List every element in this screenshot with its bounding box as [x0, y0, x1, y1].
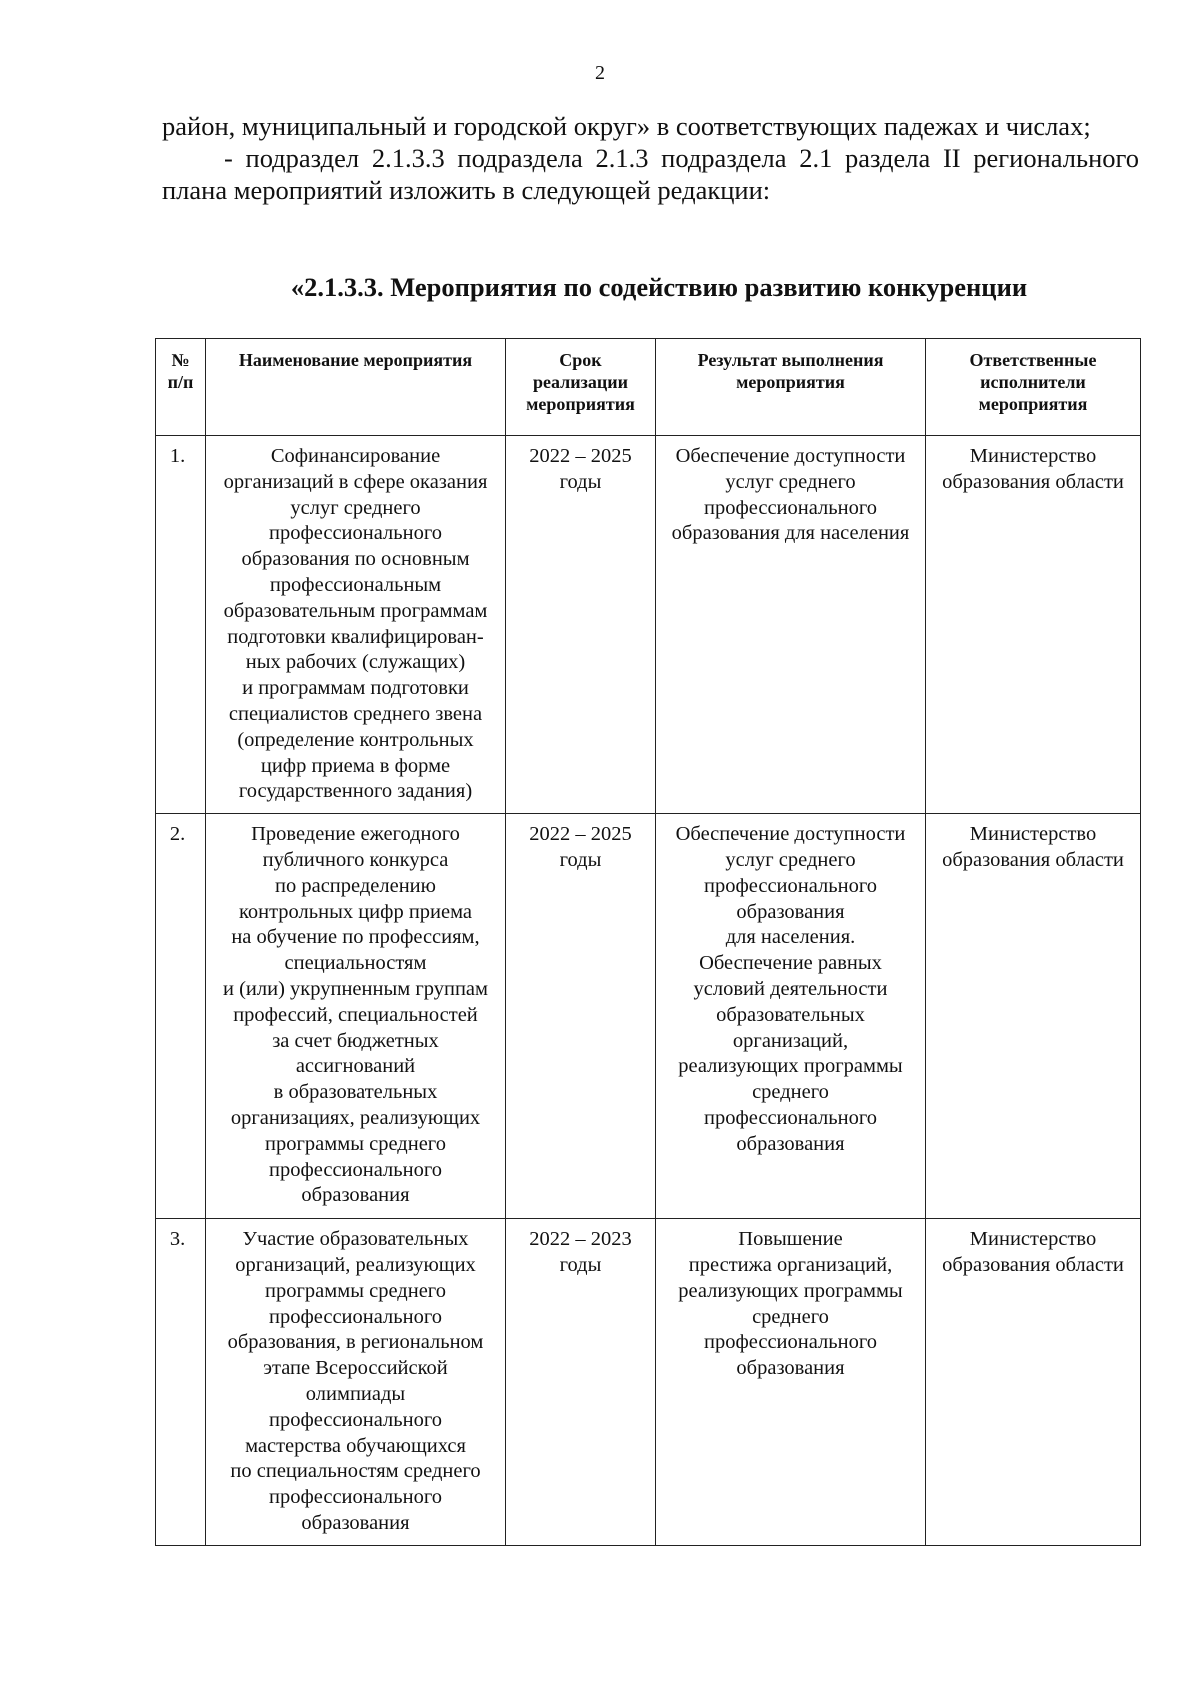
table-row	[156, 436, 1141, 814]
section-title: «2.1.3.3. Мероприятия по содействию развитию конкуренции	[290, 272, 1028, 302]
table-row	[156, 1219, 1141, 1546]
row-num: 2.	[156, 814, 206, 1219]
row-term: 2022 – 2025 годы	[506, 814, 656, 1219]
row-result: Обеспечение доступности услуг среднего профессионального образования для населения. Обеспечение равных условий деятельности образовательных организаций, реализующих программы среднего профессионального образования	[656, 814, 926, 1219]
row-name: Софинансирование организаций в сфере оказания услуг среднего профессионального образования по основным профессиональным образовательным программам подготовки квалифицирован- ных рабочих (служащих) и программам подготовки специалистов среднего звена (определение контрольных цифр приема в форме государственного задания)	[206, 436, 506, 814]
table-header-row	[156, 339, 1141, 436]
intro-paragraph-1: район, муниципальный и городской округ» в соответствующих падежах и числах;	[162, 111, 1091, 141]
header-responsible: Ответственные исполнители мероприятия	[926, 339, 1141, 436]
row-name: Участие образовательных организаций, реализующих программы среднего профессионального образования, в региональном этапе Всероссийской олимпиады профессионального мастерства обучающихся по специальностям среднего профессионального образования	[206, 1219, 506, 1546]
row-responsible: Министерство образования области	[926, 1219, 1141, 1546]
table-row	[156, 814, 1141, 1219]
row-term: 2022 – 2025 годы	[506, 436, 656, 814]
row-responsible: Министерство образования области	[926, 814, 1141, 1219]
header-num: № п/п	[156, 339, 206, 436]
row-result: Обеспечение доступности услуг среднего профессионального образования для населения	[656, 436, 926, 814]
intro-text	[162, 110, 1139, 206]
header-term: Срок реализации мероприятия	[506, 339, 656, 436]
header-result: Результат выполнения мероприятия	[656, 339, 926, 436]
header-name: Наименование мероприятия	[206, 339, 506, 436]
measures-table	[155, 338, 1141, 1546]
row-num: 3.	[156, 1219, 206, 1546]
page-number: 2	[595, 62, 605, 84]
row-num: 1.	[156, 436, 206, 814]
row-name: Проведение ежегодного публичного конкурса по распределению контрольных цифр приема на обучение по профессиям, специальностям и (или) укрупненным группам профессий, специальностей за счет бюджетных ассигнований в образовательных организациях, реализующих программы среднего профессионального образования	[206, 814, 506, 1219]
row-result: Повышение престижа организаций, реализующих программы среднего профессионального образования	[656, 1219, 926, 1546]
intro-paragraph-2: - подраздел 2.1.3.3 подраздела 2.1.3 подраздела 2.1 раздела II регионального плана мероприятий изложить в следующей редакции:	[162, 143, 1139, 205]
row-term: 2022 – 2023 годы	[506, 1219, 656, 1546]
row-responsible: Министерство образования области	[926, 436, 1141, 814]
